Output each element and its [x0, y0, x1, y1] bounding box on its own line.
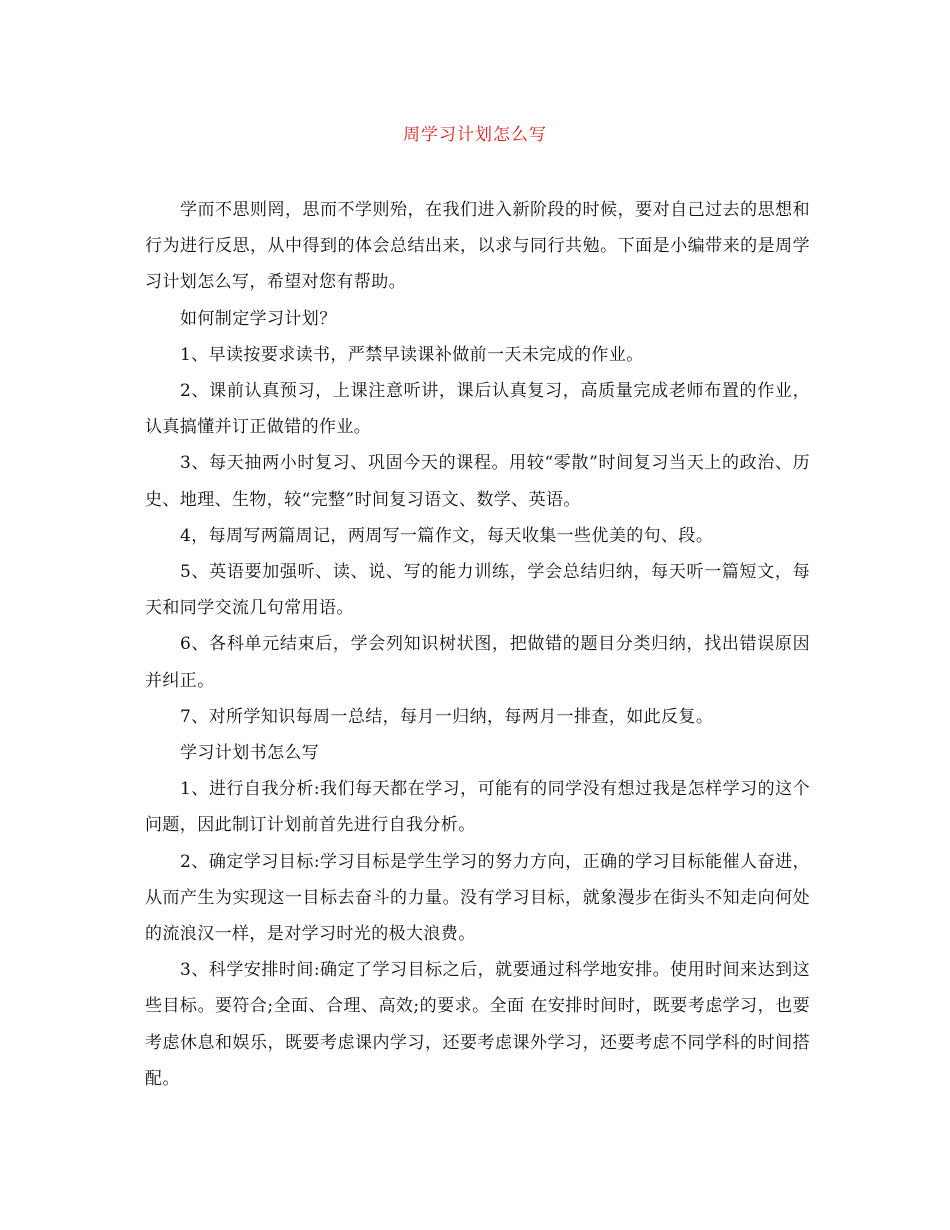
writing-step-1: 1、进行自我分析:我们每天都在学习，可能有的同学没有想过我是怎样学习的这个问题，因此制订计划前首先进行自我分析。 — [145, 779, 810, 836]
writing-step-3: 3、科学安排时间:确定了学习目标之后，就要通过科学地安排。使用时间来达到这些目标。要符合;全面、合理、高效;的要求。全面 在安排时间时，既要考虑学习，也要考虑休息和娱乐，既要考虑课内学习，还要考虑课外学习，还要考虑不同学科的时间搭配。 — [145, 960, 810, 1089]
plan-item-2: 2、课前认真预习，上课注意听讲，课后认真复习，高质量完成老师布置的作业，认真搞懂并订正做错的作业。 — [145, 381, 810, 438]
document-title: 周学习计划怎么写 — [403, 125, 547, 145]
document-body — [145, 192, 810, 1097]
plan-item-1: 1、早读按要求读书，严禁早读课补做前一天未完成的作业。 — [180, 344, 644, 365]
section-heading-plan-writing: 学习计划书怎么写 — [180, 743, 320, 764]
writing-step-2: 2、确定学习目标:学习目标是学生学习的努力方向，正确的学习目标能催人奋进，从而产生为实现这一目标去奋斗的力量。没有学习目标，就象漫步在街头不知走向何处的流浪汉一样，是对学习时光的极大浪费。 — [145, 851, 810, 945]
plan-item-4: 4，每周写两篇周记，两周写一篇作文，每天收集一些优美的句、段。 — [180, 525, 714, 546]
plan-item-6: 6、各科单元结束后，学会列知识树状图，把做错的题目分类归纳，找出错误原因并纠正。 — [145, 634, 810, 691]
plan-item-7: 7、对所学知识每周一总结，每月一归纳，每两月一排查，如此反复。 — [180, 706, 714, 727]
plan-item-5: 5、英语要加强听、读、说、写的能力训练，学会总结归纳，每天听一篇短文，每天和同学交流几句常用语。 — [145, 562, 810, 619]
section-heading-how-to-plan: 如何制定学习计划？ — [180, 308, 337, 329]
intro-paragraph: 学而不思则罔，思而不学则殆，在我们进入新阶段的时候，要对自己过去的思想和行为进行反思，从中得到的体会总结出来，以求与同行共勉。下面是小编带来的是周学习计划怎么写，希望对您有帮助。 — [145, 200, 810, 293]
plan-item-3: 3、每天抽两小时复习、巩固今天的课程。用较“零散”时间复习当天上的政治、历史、地理、生物，较“完整”时间复习语文、数学、英语。 — [145, 453, 810, 510]
